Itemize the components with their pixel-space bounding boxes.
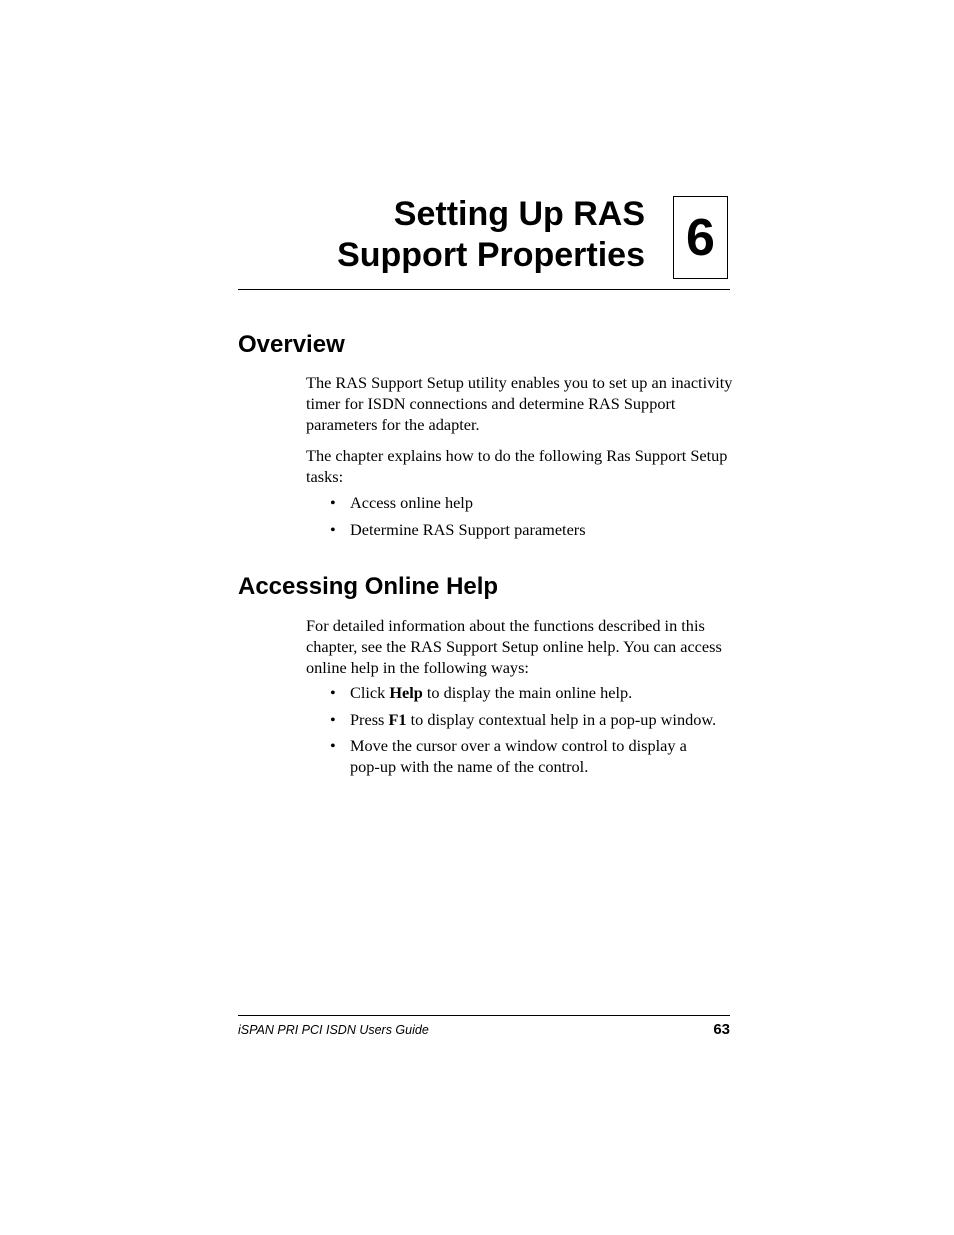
- chapter-number: 6: [686, 208, 715, 267]
- list-item-text: [350, 682, 734, 703]
- f1-keyword: F1: [388, 710, 407, 729]
- accessing-online-help-heading: Accessing Online Help: [238, 573, 499, 600]
- text-run: Press: [350, 710, 389, 729]
- list-item-text: Determine RAS Support parameters: [350, 520, 586, 539]
- bullet-icon: •: [330, 736, 336, 755]
- overview-paragraph-2: The chapter explains how to do the following Ras Support Setup tasks:: [306, 446, 728, 486]
- footer-divider: [238, 1015, 730, 1016]
- chapter-title-line-1: Setting Up RAS: [393, 195, 645, 233]
- list-item-text: Access online help: [350, 493, 473, 512]
- chapter-number-box: [673, 196, 728, 279]
- bullet-icon: •: [330, 520, 336, 539]
- text-run: to display the main online help.: [422, 683, 633, 702]
- text-run: Click: [350, 683, 390, 702]
- chapter-title-line-2: Support Properties: [337, 236, 645, 274]
- help-keyword: Help: [389, 683, 423, 702]
- bullet-icon: •: [330, 683, 336, 702]
- title-divider: [238, 289, 730, 290]
- bullet-icon: •: [330, 493, 336, 512]
- text-run: to display contextual help in a pop-up window.: [406, 710, 717, 729]
- page-number: 63: [713, 1021, 730, 1038]
- list-item-text: Move the cursor over a window control to display a pop-up with the name of the control.: [350, 736, 687, 776]
- list-item-text: [350, 709, 734, 730]
- chapter-title: [337, 194, 645, 276]
- overview-paragraph-1: The RAS Support Setup utility enables you to set up an inactivity timer for ISDN connections and determine RAS Support parameters for the adapter.: [306, 373, 733, 434]
- help-paragraph-1: For detailed information about the functions described in this chapter, see the RAS Support Setup online help. You can access online help in the following ways:: [306, 616, 722, 677]
- overview-heading: Overview: [238, 331, 345, 358]
- bullet-icon: •: [330, 710, 336, 729]
- footer-guide-title: iSPAN PRI PCI ISDN Users Guide: [238, 1023, 429, 1037]
